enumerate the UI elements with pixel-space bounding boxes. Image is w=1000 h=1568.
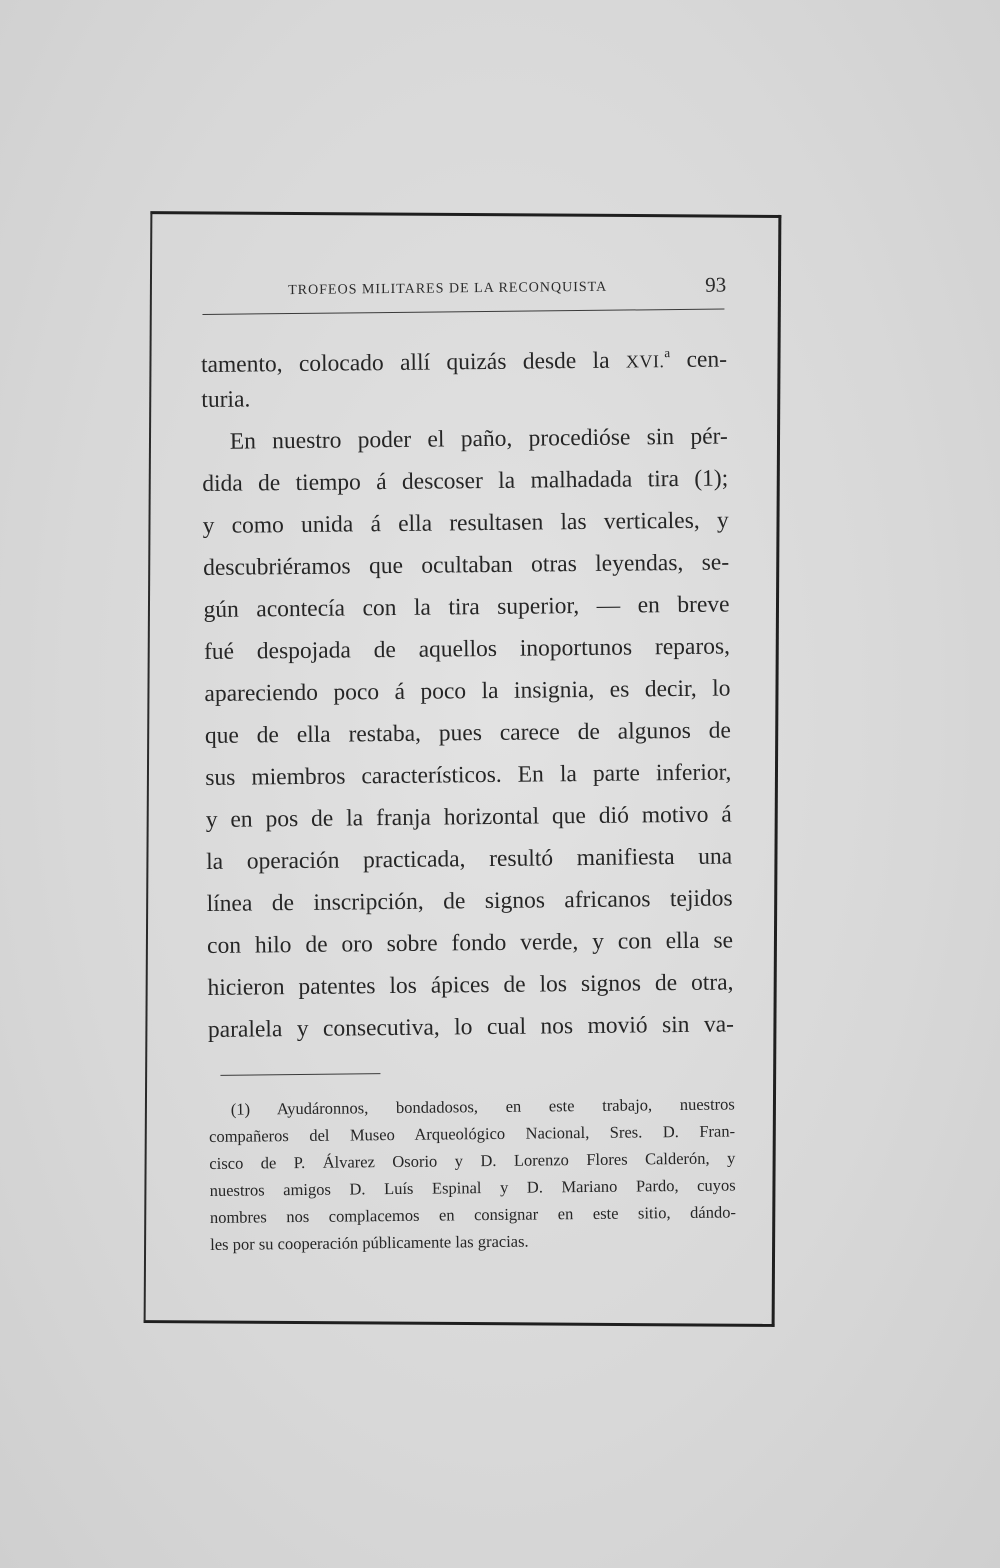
body-line: con hilo de oro sobre fondo verde, y con ella se <box>206 927 734 959</box>
body-line-text: tamento, colocado allí quizás desde la <box>200 347 627 378</box>
body-line: y como unida á ella resultasen las verticales, y <box>202 507 729 539</box>
footnote-line: nombres nos complacemos en consignar en este sitio, dándo- <box>209 1202 736 1227</box>
body-line: fué despojada de aquellos inoportunos reparos, <box>203 633 731 665</box>
body-line-text: cen- <box>670 346 728 374</box>
running-head <box>200 264 732 314</box>
footnote-rule <box>220 1073 380 1076</box>
body-line: descubriéramos que ocultaban otras leyendas, se- <box>202 549 730 581</box>
body-line: la operación practicada, resultó manifiesta una <box>206 843 733 875</box>
footnote <box>209 1090 743 1258</box>
footnote-line: compañeros del Museo Arqueológico Nacional, Sres. D. Fran- <box>208 1121 736 1146</box>
body-line: sus miembros característicos. En la parte inferior, <box>205 759 732 791</box>
century-numeral: XVI. <box>625 351 665 372</box>
body-line: dida de tiempo á descoser la malhadada tira (1); <box>202 465 729 497</box>
body-line <box>201 331 727 379</box>
body-line: apareciendo poco á poco la insignia, es decir, lo <box>204 675 731 707</box>
body-line: y en pos de la franja horizontal que dió motivo á <box>205 801 732 833</box>
footnote-line: cisco de P. Álvarez Osorio y D. Lorenzo Flores Calderón, y <box>209 1148 736 1173</box>
page-number: 93 <box>705 272 727 297</box>
footnote-line: (1) Ayudáronnos, bondadosos, en este trabajo, nuestros <box>230 1094 735 1119</box>
body-line: que de ella restaba, pues carece de algunos de <box>204 717 731 749</box>
body-line: En nuestro poder el paño, procedióse sin pér- <box>229 423 728 455</box>
body-line: paralela y consecutiva, lo cual nos movió sin va- <box>207 1011 735 1043</box>
ordinal-superscript: a <box>664 345 671 361</box>
body-line: turia. <box>201 386 251 413</box>
body-line: gún acontecía con la tira superior, — en breve <box>203 591 730 623</box>
body-line: hicieron patentes los ápices de los signos de otra, <box>207 969 734 1001</box>
footnote-line: nuestros amigos D. Luís Espinal y D. Mariano Pardo, cuyos <box>209 1175 736 1200</box>
running-title: TROFEOS MILITARES DE LA RECONQUISTA <box>288 279 608 299</box>
body-text <box>201 331 740 1051</box>
body-line: línea de inscripción, de signos africanos tejidos <box>206 885 733 917</box>
footnote-line: les por su cooperación públicamente las gracias. <box>210 1231 529 1254</box>
page-content <box>200 264 742 1258</box>
